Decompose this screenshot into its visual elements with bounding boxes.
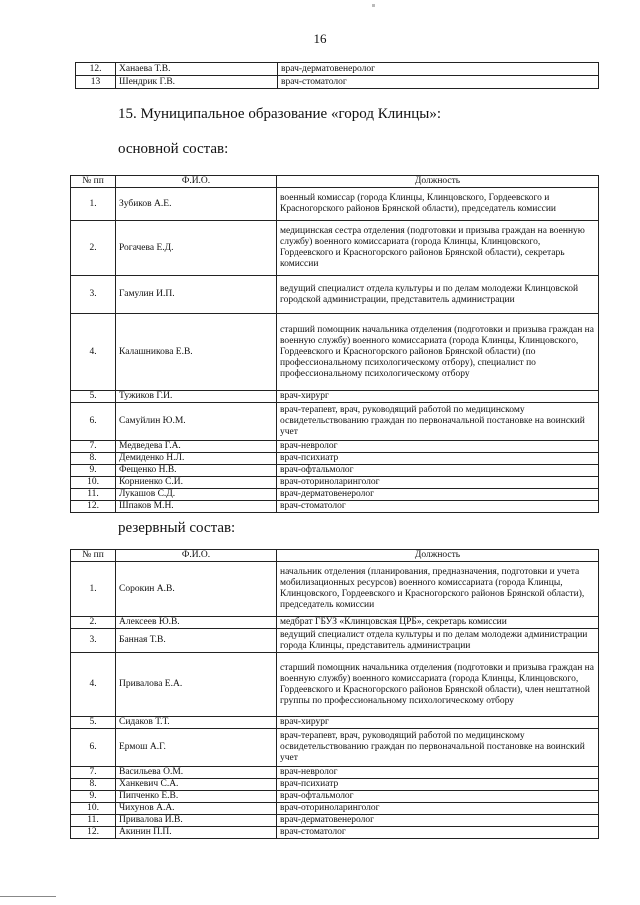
row-position: медицинская сестра отделения (подготовки и призыва граждан на военную службу) военного комиссариата (города Клинцы, Клинцовского, Гордеевского и Красногорского районов Брянской области), секретарь комиссии: [277, 221, 599, 276]
header-name: Ф.И.О.: [116, 550, 277, 562]
row-number: 13: [76, 76, 116, 89]
table-row: [76, 76, 599, 89]
row-position: ведущий специалист отдела культуры и по делам молодежи администрации города Клинцы, представитель администрации: [277, 629, 599, 653]
row-position: врач-оториноларинголог: [277, 477, 599, 489]
row-name: Сорокин А.В.: [116, 562, 277, 617]
row-name: Пипченко Е.В.: [116, 791, 277, 803]
table-row: [71, 403, 599, 441]
table-row: [71, 779, 599, 791]
table-row: [71, 562, 599, 617]
table-row: [71, 477, 599, 489]
table-row: [71, 629, 599, 653]
table-row: [71, 489, 599, 501]
row-name: Шендрик Г.В.: [116, 76, 278, 89]
footnote-divider: [0, 896, 56, 897]
row-number: 1.: [71, 188, 116, 221]
row-name: Сидаков Т.Т.: [116, 717, 277, 729]
row-name: Ханкевич С.А.: [116, 779, 277, 791]
table-row: [71, 653, 599, 717]
row-position: старший помощник начальника отделения (подготовки и призыва граждан на военную службу) военного комиссариата (города Клинцы, Клинцовского, Гордеевского и Красногорского районов Брянской области) (по профессиональному психологическому отбору), специалист по профессиональному психологическому отбору: [277, 314, 599, 391]
row-number: 4.: [71, 653, 116, 717]
section-title: 15. Муниципальное образование «город Клинцы»:: [118, 106, 442, 122]
row-number: 2.: [71, 221, 116, 276]
row-name: Ханаева Т.В.: [116, 63, 278, 76]
row-position: врач-терапевт, врач, руководящий работой по медицинскому освидетельствованию граждан по первоначальной постановке на воинский учет: [277, 729, 599, 767]
row-number: 8.: [71, 453, 116, 465]
table-row: [71, 188, 599, 221]
table-row: [71, 441, 599, 453]
row-name: Алексеев Ю.В.: [116, 617, 277, 629]
row-number: 3.: [71, 276, 116, 314]
top-continuation-table: [75, 62, 599, 89]
row-name: Банная Т.В.: [116, 629, 277, 653]
header-position: Должность: [277, 176, 599, 188]
table-row: [71, 815, 599, 827]
row-position: врач-невролог: [277, 441, 599, 453]
table-row: [71, 827, 599, 839]
row-position: врач-психиатр: [277, 453, 599, 465]
row-position: врач-офтальмолог: [277, 791, 599, 803]
table-row: [71, 453, 599, 465]
table-row: [71, 221, 599, 276]
main-composition-table: [70, 175, 599, 513]
row-name: Самуйлин Ю.М.: [116, 403, 277, 441]
row-position: врач-оториноларинголог: [277, 803, 599, 815]
row-number: 2.: [71, 617, 116, 629]
row-number: 6.: [71, 403, 116, 441]
table-row: [71, 717, 599, 729]
table-row: [71, 276, 599, 314]
row-position: ведущий специалист отдела культуры и по делам молодежи Клинцовской городской администрации, представитель администрации: [277, 276, 599, 314]
reserve-composition-title: резервный состав:: [118, 520, 236, 536]
row-name: Тужиков Г.И.: [116, 391, 277, 403]
row-position: врач-хирург: [277, 717, 599, 729]
row-position: врач-психиатр: [277, 779, 599, 791]
table-header-row: [71, 176, 599, 188]
table-row: [71, 803, 599, 815]
row-number: 8.: [71, 779, 116, 791]
header-name: Ф.И.О.: [116, 176, 277, 188]
table-row: [76, 63, 599, 76]
header-num: № пп: [71, 176, 116, 188]
table-header-row: [71, 550, 599, 562]
reserve-composition-table: [70, 549, 599, 839]
table-row: [71, 465, 599, 477]
row-position: врач-стоматолог: [278, 76, 599, 89]
row-position: врач-дерматовенеролог: [278, 63, 599, 76]
table-row: [71, 391, 599, 403]
scan-mark: [372, 4, 375, 7]
row-number: 9.: [71, 791, 116, 803]
row-name: Корниенко С.И.: [116, 477, 277, 489]
row-name: Привалова И.В.: [116, 815, 277, 827]
table-row: [71, 501, 599, 513]
row-number: 12.: [71, 827, 116, 839]
table-row: [71, 767, 599, 779]
row-name: Демиденко Н.Л.: [116, 453, 277, 465]
row-position: врач-дерматовенеролог: [277, 815, 599, 827]
row-number: 1.: [71, 562, 116, 617]
row-name: Акинин П.П.: [116, 827, 277, 839]
row-number: 10.: [71, 803, 116, 815]
row-name: Медведева Г.А.: [116, 441, 277, 453]
row-name: Калашникова Е.В.: [116, 314, 277, 391]
row-position: начальник отделения (планирования, предназначения, подготовки и учета мобилизационных ресурсов) военного комиссариата (города Клинцы, Клинцовского, Гордеевского и Красногорского районов Брянской области), председатель комиссии: [277, 562, 599, 617]
row-position: старший помощник начальника отделения (подготовки и призыва граждан на военную службу) военного комиссариата (города Клинцы, Клинцовского, Гордеевского и Красногорского районов Брянской области), член нештатной группы по профессиональному психологическому отбору: [277, 653, 599, 717]
row-position: военный комиссар (города Клинцы, Клинцовского, Гордеевского и Красногорского районов Брянской области), председатель комиссии: [277, 188, 599, 221]
header-num: № пп: [71, 550, 116, 562]
row-position: медбрат ГБУЗ «Клинцовская ЦРБ», секретарь комиссии: [277, 617, 599, 629]
table-row: [71, 791, 599, 803]
main-composition-title: основной состав:: [118, 141, 229, 157]
row-number: 4.: [71, 314, 116, 391]
row-name: Фещенко Н.В.: [116, 465, 277, 477]
row-number: 3.: [71, 629, 116, 653]
row-name: Зубиков А.Е.: [116, 188, 277, 221]
row-name: Гамулин И.П.: [116, 276, 277, 314]
row-name: Васильева О.М.: [116, 767, 277, 779]
row-number: 11.: [71, 489, 116, 501]
row-position: врач-стоматолог: [277, 827, 599, 839]
row-name: Рогачева Е.Д.: [116, 221, 277, 276]
row-number: 12.: [76, 63, 116, 76]
row-position: врач-хирург: [277, 391, 599, 403]
row-name: Лукашов С.Д.: [116, 489, 277, 501]
row-position: врач-терапевт, врач, руководящий работой по медицинскому освидетельствованию граждан по первоначальной постановке на воинский учет: [277, 403, 599, 441]
row-number: 9.: [71, 465, 116, 477]
row-name: Привалова Е.А.: [116, 653, 277, 717]
row-number: 10.: [71, 477, 116, 489]
table-row: [71, 729, 599, 767]
table-row: [71, 617, 599, 629]
row-number: 7.: [71, 441, 116, 453]
row-position: врач-дерматовенеролог: [277, 489, 599, 501]
header-position: Должность: [277, 550, 599, 562]
row-number: 5.: [71, 391, 116, 403]
row-number: 12.: [71, 501, 116, 513]
row-position: врач-стоматолог: [277, 501, 599, 513]
row-number: 7.: [71, 767, 116, 779]
row-name: Шпаков М.Н.: [116, 501, 277, 513]
row-name: Ермош А.Г.: [116, 729, 277, 767]
row-number: 11.: [71, 815, 116, 827]
row-position: врач-офтальмолог: [277, 465, 599, 477]
page-number: 16: [313, 31, 327, 46]
table-row: [71, 314, 599, 391]
row-name: Чихунов А.А.: [116, 803, 277, 815]
row-number: 5.: [71, 717, 116, 729]
row-number: 6.: [71, 729, 116, 767]
row-position: врач-невролог: [277, 767, 599, 779]
